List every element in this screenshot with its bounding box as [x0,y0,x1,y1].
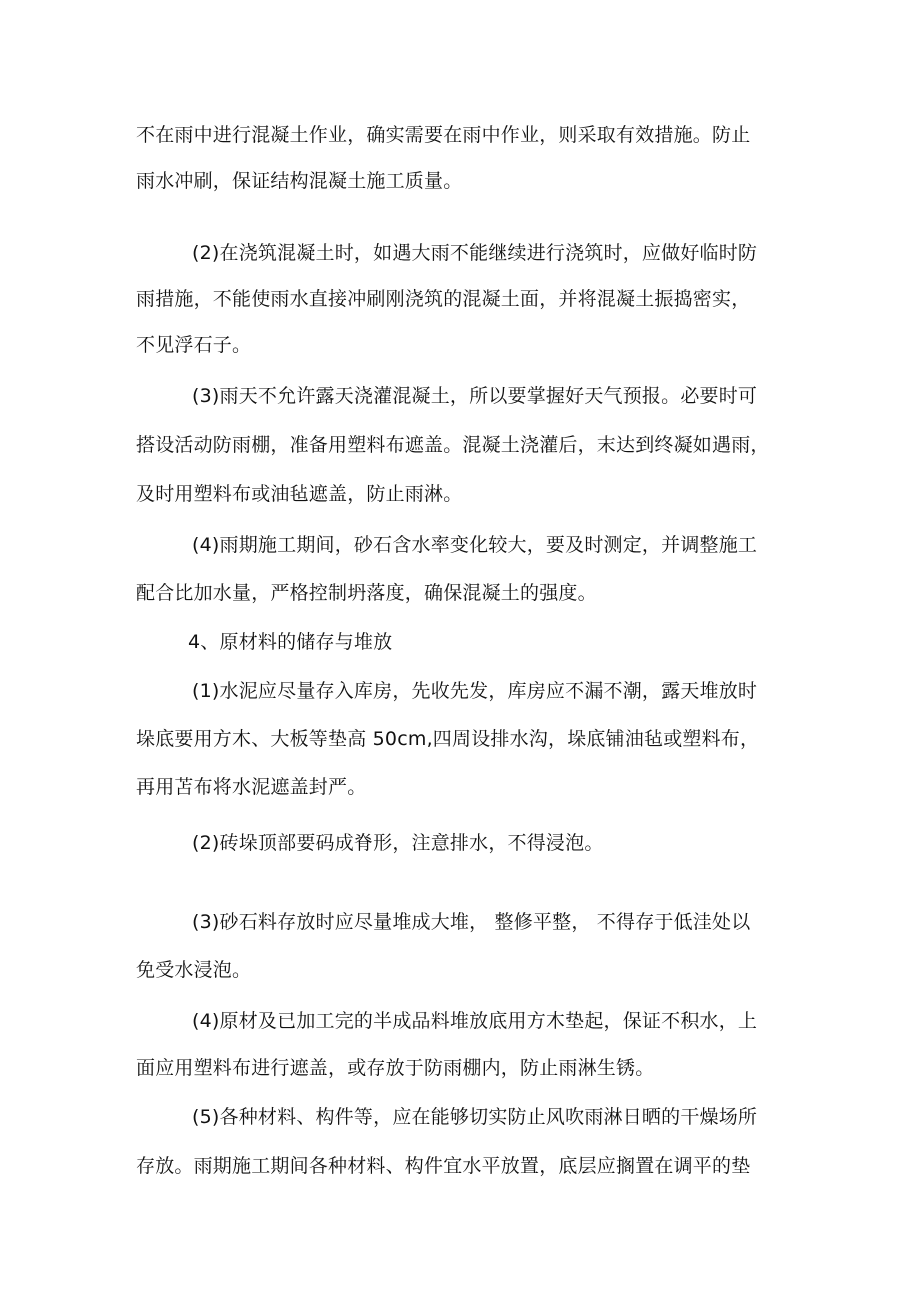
text-line: 存放。雨期施工期间各种材料、构件宜水平放置，底层应搁置在调平的垫 [136,1155,751,1177]
text-line: (4)雨期施工期间，砂石含水率变化较大，要及时测定，并调整施工 [192,534,758,556]
text-line: 不见浮石子。 [136,334,252,356]
text-line: (5)各种材料、构件等，应在能够切实防止风吹雨淋日晒的干燥场所 [192,1106,758,1128]
text-line: 再用苫布将水泥遮盖封严。 [136,776,367,798]
text-line: 雨措施，不能使雨水直接冲刷刚浇筑的混凝土面，并将混凝土振捣密实， [136,288,751,310]
text-line: (2)砖垛顶部要码成脊形，注意排水，不得浸泡。 [192,832,604,854]
text-line: (2)在浇筑混凝土时，如遇大雨不能继续进行浇筑时，应做好临时防 [192,242,758,264]
text-line: 不在雨中进行混凝土作业，确实需要在雨中作业，则采取有效措施。防止 [136,124,751,146]
text-line: 垛底要用方木、大板等垫高 50cm,四周设排水沟，垛底铺油毡或塑料布， [136,728,760,750]
text-line: 搭设活动防雨棚，准备用塑料布遮盖。混凝土浇灌后，末达到终凝如遇雨， [136,434,770,456]
text-line: (4)原材及已加工完的半成品料堆放底用方木垫起，保证不积水，上 [192,1010,758,1032]
text-line: 及时用塑料布或油毡遮盖，防止雨淋。 [136,483,463,505]
text-line: 面应用塑料布进行遮盖，或存放于防雨棚内，防止雨淋生锈。 [136,1057,655,1079]
text-line: (1)水泥应尽量存入库房，先收先发，库房应不漏不潮，露天堆放时 [192,680,758,702]
text-line: 配合比加水量，严格控制坍落度，确保混凝土的强度。 [136,582,597,604]
text-line: 免受水浸泡。 [136,959,252,981]
section-heading: 4、原材料的储存与堆放 [188,631,393,653]
text-line: (3)雨天不允许露天浇灌混凝土，所以要掌握好天气预报。必要时可 [192,385,758,407]
text-line: (3)砂石料存放时应尽量堆成大堆， 整修平整， 不得存于低洼处以 [192,911,751,933]
text-line: 雨水冲刷，保证结构混凝土施工质量。 [136,170,463,192]
